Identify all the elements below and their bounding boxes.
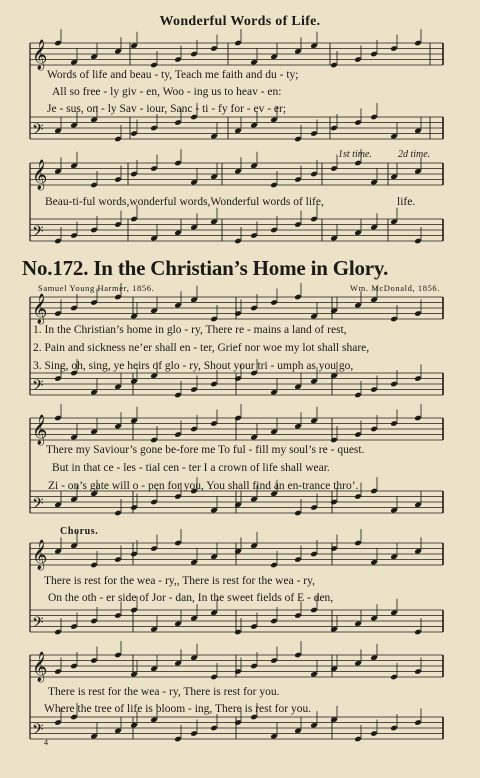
chorus-line-1: There is rest for the wea - ry,, There is rest for the wea - ry,: [44, 575, 315, 587]
lyric-line-3: Je - sus, on - ly Sav - iour, Sanc - ti - fy for - ev - er;: [47, 103, 287, 115]
song-title: No.172. In the Christian’s Home in Glory.: [22, 256, 389, 280]
treble-clef-icon: 𝄞: [32, 415, 48, 445]
bass-clef-icon: 𝄢: [32, 721, 44, 742]
refrain-lyric-end: life.: [397, 196, 416, 208]
lyric-line-2: All so free - ly giv - en, Woo - ing us to heav - en:: [52, 86, 282, 98]
treble-clef-icon: 𝄞: [32, 294, 48, 324]
author-credit: Samuel Young Harmer, 1856.: [38, 283, 155, 293]
verse-line-3: 3. Sing, oh, sing, ye heirs of glo - ry, Shout your tri - umph as you go,: [33, 360, 354, 372]
verse-line-6: Zi - on’s gate will o - pen for you, You shall find an en-trance thro’.: [48, 480, 359, 492]
treble-clef-icon: 𝄞: [32, 540, 48, 570]
bass-clef-icon: 𝄢: [32, 614, 44, 635]
verse-line-2: 2. Pain and sickness ne’er shall en - ter, Grief nor woe my lot shall share,: [33, 342, 370, 354]
composer-credit: Wm. McDonald, 1856.: [349, 283, 440, 293]
page-number: 4: [44, 738, 48, 747]
closing-line-2: Where the tree of life is bloom - ing, There is rest for you.: [44, 703, 312, 715]
section-title: Wonderful Words of Life.: [159, 14, 321, 29]
chorus-label: Chorus.: [60, 526, 99, 537]
bass-clef-icon: 𝄢: [32, 377, 44, 398]
lyric-line-1: Words of life and beau - ty, Teach me faith and du - ty;: [47, 69, 299, 81]
treble-clef-icon: 𝄞: [32, 160, 48, 190]
bass-clef-icon: 𝄢: [32, 495, 44, 516]
chorus-line-2: On the oth - er side of Jor - dan, In the sweet fields of E - den,: [48, 592, 334, 604]
treble-clef-icon: 𝄞: [32, 40, 48, 70]
first-ending-label: 1st time.: [338, 149, 372, 160]
verse-line-1: 1. In the Christian’s home in glo - ry, There re - mains a land of rest,: [33, 324, 347, 336]
treble-clef-icon: 𝄞: [32, 652, 48, 682]
refrain-lyric: Beau-ti-ful words,wonderful words,Wonderful words of life,: [45, 196, 324, 208]
bass-clef-icon: 𝄢: [32, 223, 44, 244]
verse-line-5: But in that ce - les - tial cen - ter I a crown of life shall wear.: [52, 462, 330, 474]
second-ending-label: 2d time.: [398, 149, 431, 160]
bass-clef-icon: 𝄢: [32, 121, 44, 142]
verse-line-4: There my Saviour’s gone be-fore me To ful - fill my soul’s re - quest.: [46, 444, 365, 456]
closing-line-1: There is rest for the wea - ry, There is rest for you.: [48, 686, 280, 698]
